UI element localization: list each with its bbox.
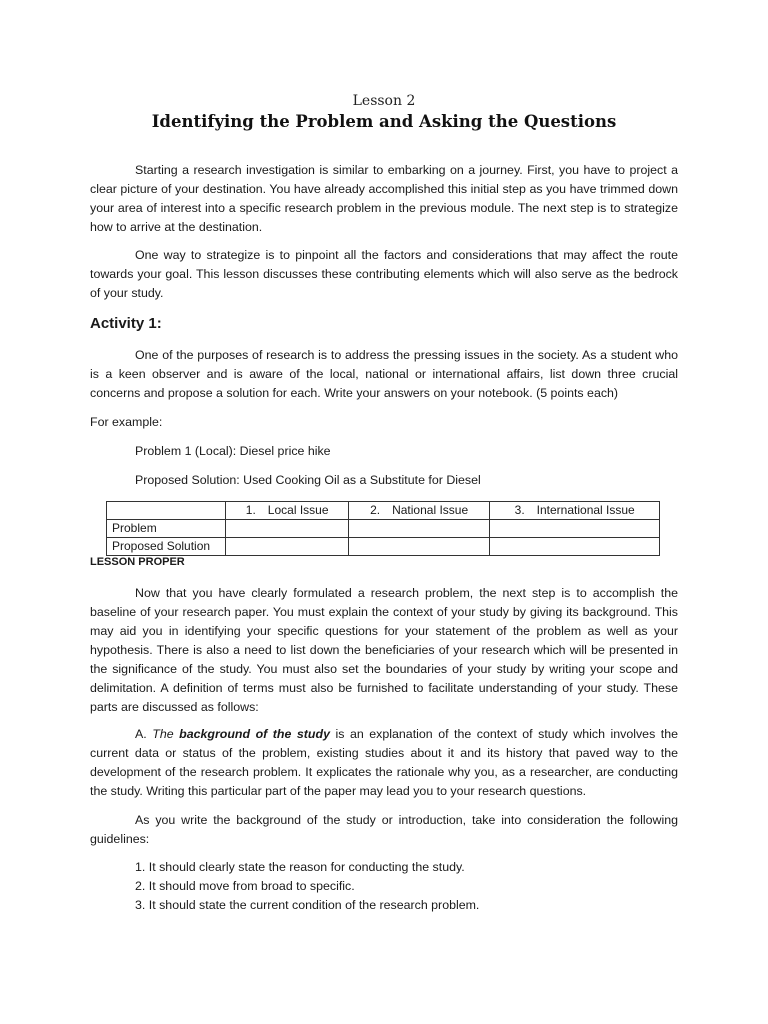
example-label: For example: xyxy=(90,415,163,429)
activity-heading: Activity 1: xyxy=(90,315,162,332)
table-cell xyxy=(226,520,348,538)
table-cell xyxy=(490,538,660,556)
term-background-of-the-study: background of the study xyxy=(179,727,330,741)
background-paragraph: A. The background of the study is an explanation of the context of study which involves the current data or status of the problem, existing studies about it and its history that paved way to the development of the research problem. It explicates the rationale why you, as a researcher, are conducting the study. Writing this particular part of the paper may lead you to your research questions. xyxy=(90,727,679,798)
lesson-title: Identifying the Problem and Asking the Questions xyxy=(151,112,617,131)
intro-paragraph-2: One way to strategize is to pinpoint all the factors and considerations that may affect the route towards your goal. This lesson discusses these contributing elements which will also serve as the bedrock of your study. xyxy=(90,248,678,300)
problem-example: Problem 1 (Local): Diesel price hike xyxy=(135,444,331,458)
table-header-row xyxy=(107,502,660,520)
table-row xyxy=(107,520,660,538)
list-item: 3. It should state the current condition of the research problem. xyxy=(135,898,480,912)
table-cell xyxy=(348,520,490,538)
table-header-national: 2. National Issue xyxy=(348,502,490,520)
solution-example: Proposed Solution: Used Cooking Oil as a Substitute for Diesel xyxy=(135,473,481,487)
lesson-proper-paragraph-1: Now that you have clearly formulated a research problem, the next step is to accomplish the baseline of your research paper. You must explain the context of your study by giving its background. This may aid you in identifying your specific questions for your statement of the problem as well as your hypothesis. There is also a need to list down the beneficiaries of your research which will be presented in the significance of the study. You must also set the boundaries of your study by writing your scope and delimitation. A definition of terms must also be furnished to facilitate understanding of your study. These parts are discussed as follows: xyxy=(90,586,678,714)
table-header-international: 3. International Issue xyxy=(490,502,660,520)
table-cell xyxy=(490,520,660,538)
table-cell xyxy=(226,538,348,556)
activity-paragraph: One of the purposes of research is to address the pressing issues in the society. As a student who is a keen observer and is aware of the local, national or international affairs, list down three crucial concerns and propose a solution for each. Write your answers on your notebook. (5 points each) xyxy=(90,348,678,400)
lesson-number: Lesson 2 xyxy=(352,93,416,109)
intro-paragraph-1: Starting a research investigation is similar to embarking on a journey. First, you have to project a clear picture of your destination. You have already accomplished this initial step as you have trimmed down your area of interest into a specific research problem in the previous module. The next step is to strategize how to arrive at the destination. xyxy=(90,163,678,234)
row-label-problem: Problem xyxy=(107,520,226,538)
row-label-proposed-solution: Proposed Solution xyxy=(107,538,226,556)
table-corner-cell xyxy=(107,502,226,520)
table-cell xyxy=(348,538,490,556)
guidelines-list xyxy=(135,858,479,915)
list-item: 1. It should clearly state the reason for conducting the study. xyxy=(135,860,465,874)
issues-table xyxy=(106,501,660,556)
table-row xyxy=(107,538,660,556)
table-header-local: 1. Local Issue xyxy=(226,502,348,520)
list-item: 2. It should move from broad to specific. xyxy=(135,879,355,893)
guidelines-intro: As you write the background of the study or introduction, take into consideration the following guidelines: xyxy=(90,813,678,846)
lesson-proper-heading: LESSON PROPER xyxy=(90,556,185,568)
